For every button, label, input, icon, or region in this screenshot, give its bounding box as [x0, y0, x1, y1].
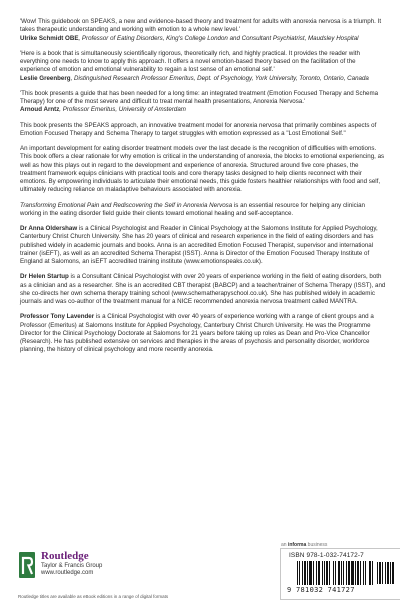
testimonial-2-title: , Distinguished Research Professor Emeritus, Dept. of Psychology, York University, Toronto, Ontario, Canada — [70, 74, 369, 82]
closing-paragraph — [20, 202, 386, 219]
testimonial-3-quote: 'This book presents a guide that has been needed for a long time: an integrated treatment (Emotion Focused Therapy and Schema Therapy) for one of the most severe and difficult to treat mental health presentations, Anorexia Nervosa.' — [20, 89, 379, 105]
testimonial-2-quote: 'Here is a book that is simultaneously scientifically rigorous, theoretically rich, and highly practical. It provides the reader with everything one needs to know to apply this approach. It offers a novel emotion-based theory based on the facilitation of the experience of emotion and emotional vulnerability to regain a lost sense of an emotional self.' — [20, 49, 360, 74]
routledge-logo-icon — [18, 550, 36, 580]
barcode-icon — [297, 561, 373, 585]
testimonial-2-attribution — [20, 75, 369, 82]
author-1-bio: is a Clinical Psychologist and Reader in Clinical Psychology at the Salomons Institute for Applied Psychology, Canterbury Christ Church University. She has 20 years of clinical and research experience in the field of eating disorders and has published widely in academic journals and books. Anna is an accredited Emotion Focused Therapist, supervisor and international trainer (isEFT), as well as an accredited Schema Therapist (ISST). Anna is Director of the Emotion Focused Therapy Institute of England at Salomons, an isEFT accredited training institute (www.emotionspeaks.co.uk). — [20, 225, 378, 265]
description-paragraph-1: This book presents the SPEAKS approach, an innovative treatment model for anorexia nervosa that primarily combines aspects of Emotion Focused Therapy and Schema Therapy to target struggles with emotion expressed as a "Lost Emotional Self." — [20, 121, 377, 137]
publisher-name: Routledge — [41, 550, 89, 562]
main-text — [20, 18, 386, 362]
testimonial-1-name: Ulrike Schmidt OBE — [20, 34, 79, 42]
testimonial-3-name: Arnoud Arntz — [20, 106, 60, 114]
closing-text: is an essential resource for helping any clinician working in the eating disorder field guide their clients toward emotional healing and self-acceptance. — [20, 201, 365, 217]
author-2-name: Dr Helen Startup — [20, 273, 69, 281]
footer — [18, 542, 384, 599]
author-2-bio: is a Consultant Clinical Psychologist with over 20 years of experience working in the field of eating disorders, both as a clinician and as a researcher. She is an accredited CBT therapist (BABCP) and a teacher/trainer of Schema Therapy (ISST), and she co-directs her own schema therapy training school (www.schematherapyschool.co.uk). She has published widely in academic journals and was co-author of the treatment manual for a NICE recommended anorexia nervosa treatment called MANTRA. — [20, 273, 386, 305]
testimonial-2 — [20, 50, 386, 83]
testimonial-1-title: , Professor of Eating Disorders, King's College London and Consultant Psychiatrist, Maudsley Hospital — [78, 34, 359, 42]
ebook-note: Routledge titles are available as eBook editions in a range of digital formats — [18, 594, 169, 599]
barcode-addon-icon — [377, 562, 395, 584]
isbn-barcode-box — [280, 548, 400, 600]
informa-business: an informa business — [281, 542, 328, 548]
testimonial-3-attribution — [20, 106, 186, 113]
author-3-name: Professor Tony Lavender — [20, 313, 95, 321]
publisher-url: www.routledge.com — [41, 569, 94, 576]
testimonial-3-title: , Professor Emeritus, University of Amsterdam — [59, 106, 186, 114]
author-bio-3 — [20, 313, 386, 354]
description-paragraph-2: An important development for eating disorder treatment models over the last decade is the recognition of difficulties with emotions. This book offers a clear rationale for why emotion is critical in the understanding of anorexia, the blocks to emotional experiencing, as well as how this plays out in regard to the development and experience of anorexia. Structured around five core phases, the treatment framework equips clinicians with practical tools and core therapy tasks designed to help clients reconnect with their emotions. By empowering individuals to articulate their emotional needs, this guide fosters healthier relationships with food and self, ultimately reducing reliance on maladaptive behaviours associated with anorexia. — [20, 145, 385, 194]
barcode-digits: 9 781032 741727 — [287, 586, 355, 594]
publisher-text — [41, 550, 102, 580]
testimonial-1-quote: 'Wow! This guidebook on SPEAKS, a new and evidence-based theory and treatment for adults with anorexia nervosa is a triumph. It takes therapeutic understanding and working with emotion to a whole new level.' — [20, 18, 382, 34]
testimonial-2-name: Leslie Greenberg — [20, 74, 71, 82]
publisher-group: Taylor & Francis Group — [41, 562, 103, 569]
publisher-logo — [18, 550, 102, 580]
author-1-name: Dr Anna Oldershaw — [20, 225, 78, 232]
book-title: Transforming Emotional Pain and Rediscovering the Self in Anorexia Nervosa — [20, 201, 233, 209]
testimonial-1 — [20, 18, 386, 43]
testimonial-3 — [20, 90, 386, 115]
testimonial-1-attribution — [20, 35, 359, 42]
author-bio-2 — [20, 273, 386, 306]
author-bio-1 — [20, 225, 386, 266]
isbn-label: ISBN 978-1-032-74172-7 — [289, 552, 364, 559]
author-3-bio: is a Clinical Psychologist with over 40 years of experience working with a range of client groups and a Professor (Emeritus) at Salomons Institute for Applied Psychology, Canterbury Christ Church University. He was the Programme Director for the Clinical Psychology Doctorate at Salomons for 21 years before taking up roles as Dean and Pro-Vice Chancellor (Research). He has published extensive on services and therapies in the areas of psychosis and personality disorder, workforce planning, the history of clinical psychology and more recently anorexia. — [20, 313, 374, 354]
